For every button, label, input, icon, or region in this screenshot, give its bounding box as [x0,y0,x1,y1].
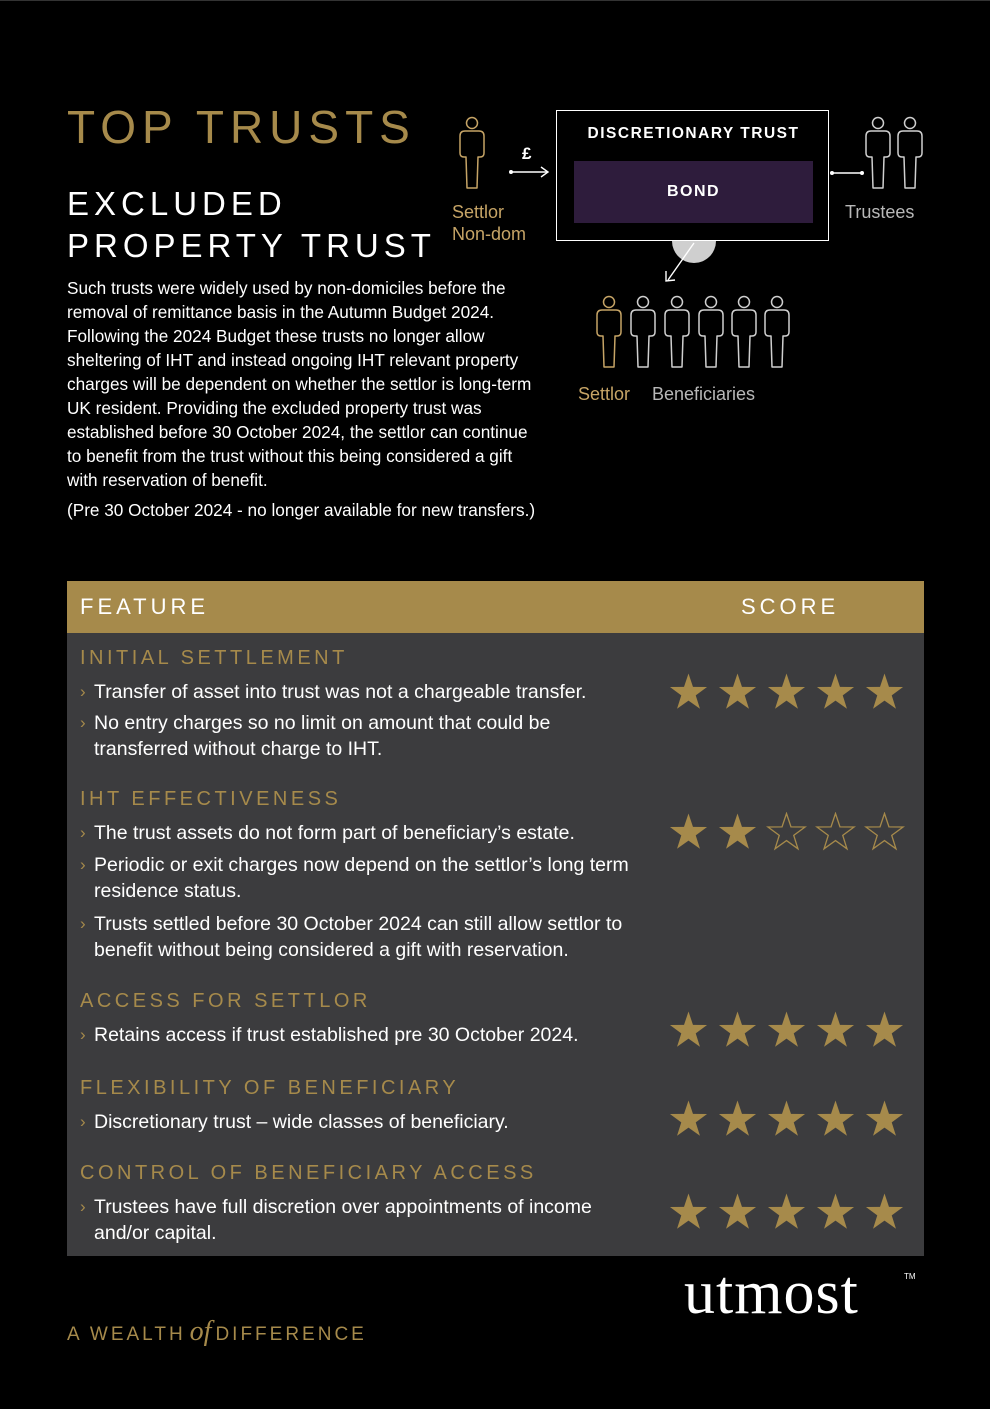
chevron-right-icon: › [80,1112,86,1131]
star-filled-icon [864,1010,905,1050]
subtitle-line-2: PROPERTY TRUST [67,227,436,264]
tagline-of: of [189,1316,212,1347]
bullet-text: No entry charges so no limit on amount that could be transferred without charge to IHT. [94,712,551,760]
utmost-logo: utmost [684,1259,859,1327]
row-heading-flexibility-of-beneficiary: FLEXIBILITY OF BENEFICIARY [80,1077,460,1099]
beneficiary-figure-icon [732,297,756,368]
bullet-text: Trusts settled before 30 October 2024 can still allow settlor to benefit without being considered a gift with reservation. [94,913,623,961]
bullet-text: Retains access if trust established pre 30 October 2024. [94,1024,579,1046]
star-filled-icon [668,1010,709,1050]
star-rating [668,1010,905,1050]
bullet-text: The trust assets do not form part of beneficiary’s estate. [94,822,575,844]
list-item [80,1022,650,1048]
bond-box: BOND [574,161,813,223]
star-filled-icon [815,1099,856,1139]
star-filled-icon [766,1010,807,1050]
top-divider [0,0,990,1]
star-filled-icon [815,1192,856,1232]
beneficiary-figure-icon [765,297,789,368]
settlor-beneficiary-figure-icon [597,297,621,368]
list-item [80,1194,650,1246]
intro-note: (Pre 30 October 2024 - no longer available for new transfers.) [67,500,536,520]
subtitle-line-1: EXCLUDED [67,185,287,222]
chevron-right-icon: › [80,1197,86,1216]
bullet-text: Trustees have full discretion over appointments of income and/or capital. [94,1196,592,1244]
pound-symbol: £ [522,144,532,163]
score-column-header: SCORE [741,594,840,619]
chevron-right-icon: › [80,682,86,701]
list-item [80,852,650,904]
star-filled-icon [815,1010,856,1050]
trustees-label: Trustees [845,202,915,222]
feature-column-header: FEATURE [80,594,210,619]
row-heading-control-of-beneficiary-access: CONTROL OF BENEFICIARY ACCESS [80,1162,537,1184]
star-filled-icon [717,812,758,852]
beneficiaries-label: Beneficiaries [652,384,756,404]
star-filled-icon [717,1192,758,1232]
star-filled-icon [864,1099,905,1139]
star-rating [668,812,905,852]
tagline [67,1316,367,1348]
star-filled-icon [717,672,758,712]
list-item [80,710,650,762]
row-heading-access-for-settlor: ACCESS FOR SETTLOR [80,990,371,1012]
star-filled-icon [766,672,807,712]
page-subtitle [67,183,436,267]
bullet-text: Discretionary trust – wide classes of beneficiary. [94,1111,509,1133]
beneficiary-figure-icon [665,297,689,368]
intro-text [67,276,542,528]
star-filled-icon [766,1192,807,1232]
distribution-arrow-icon [666,241,716,281]
tagline-part-2: DIFFERENCE [215,1324,367,1345]
star-rating [668,1192,905,1232]
beneficiary-figure-icon [631,297,655,368]
star-empty-icon [815,812,856,852]
settlor-label: Settlor [578,384,631,404]
trustees-connector-icon [830,171,864,175]
chevron-right-icon: › [80,855,86,874]
beneficiaries-diagram [580,290,800,370]
row-heading-initial-settlement: INITIAL SETTLEMENT [80,647,348,669]
chevron-right-icon: › [80,1025,86,1044]
star-filled-icon [766,1099,807,1139]
list-item [80,1109,650,1135]
chevron-right-icon: › [80,823,86,842]
star-empty-icon [766,812,807,852]
star-filled-icon [668,672,709,712]
intro-paragraph: Such trusts were widely used by non-domiciles before the removal of remittance basis in the Autumn Budget 2024. Following the 2024 Budget these trusts no longer allow sheltering of IHT and instead ongoing IHT relevant property charges will be dependent on whether the settlor is long-term UK resident. Providing the excluded property trust was established before 30 October 2024, the settlor can continue to benefit from the trust without this being considered a gift with reservation of benefit. [67,278,532,490]
settlor-figure-icon [460,118,484,189]
chevron-right-icon: › [80,914,86,933]
star-filled-icon [668,1099,709,1139]
star-filled-icon [815,672,856,712]
bullet-text: Transfer of asset into trust was not a chargeable transfer. [94,681,587,703]
star-empty-icon [864,812,905,852]
bullet-text: Periodic or exit charges now depend on the settlor’s long term residence status. [94,854,629,902]
tagline-part-1: A WEALTH [67,1324,186,1345]
trustee-figure-icon [898,118,922,189]
star-filled-icon [668,812,709,852]
star-filled-icon [864,1192,905,1232]
star-filled-icon [864,672,905,712]
transfer-arrow-icon [509,167,548,177]
trustee-figure-icon [866,118,890,189]
trust-title: DISCRETIONARY TRUST [587,125,800,142]
settlor-label-line-1: Settlor [452,202,505,222]
star-rating [668,672,905,712]
list-item [80,679,650,705]
row-heading-iht-effectiveness: IHT EFFECTIVENESS [80,788,342,810]
list-item [80,820,650,846]
star-filled-icon [717,1010,758,1050]
chevron-right-icon: › [80,713,86,732]
page-title: TOP TRUSTS [67,101,416,153]
star-rating [668,1099,905,1139]
settlor-nondom-label [452,201,526,245]
star-filled-icon [717,1099,758,1139]
trademark-mark: TM [904,1272,916,1281]
beneficiary-figure-icon [699,297,723,368]
settlor-label-line-2: Non-dom [452,224,527,244]
star-filled-icon [668,1192,709,1232]
list-item [80,911,650,963]
